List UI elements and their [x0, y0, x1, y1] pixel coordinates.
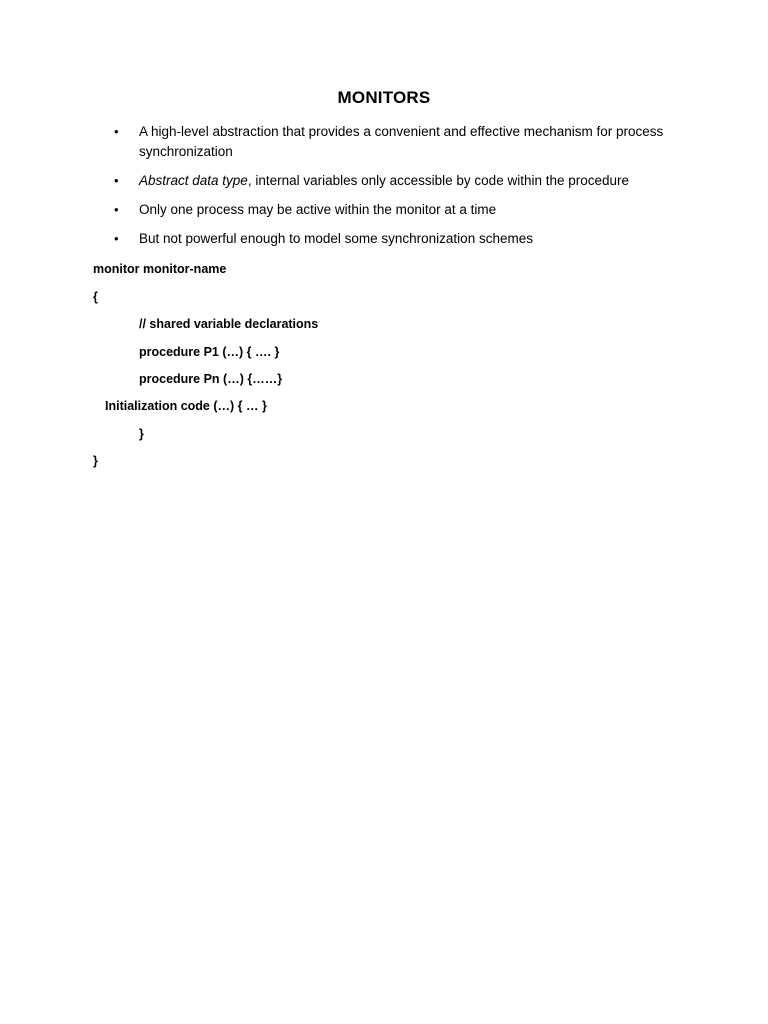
bullet-item	[0, 229, 679, 249]
bullet-item	[0, 122, 679, 162]
bullet-text: , internal variables only accessible by code within the procedure	[247, 173, 630, 188]
document-title: MONITORS	[337, 88, 431, 107]
bullet-icon: •	[114, 173, 119, 188]
bullet-emphasis: Abstract data type	[139, 173, 248, 188]
bullet-text: Only one process may be active within the monitor at a time	[139, 202, 497, 217]
bullet-text: A high-level abstraction that provides a convenient and effective mechanism for process synchronization	[139, 124, 664, 159]
code-inner-close-brace: }	[139, 427, 144, 441]
bullet-icon: •	[114, 124, 119, 139]
code-outer-close-brace: }	[93, 454, 98, 468]
code-procedure-pn: procedure Pn (…) {……}	[139, 372, 283, 386]
bullet-icon: •	[114, 202, 119, 217]
code-open-brace: {	[93, 290, 98, 304]
bullet-item	[0, 171, 679, 191]
code-monitor-header: monitor monitor-name	[93, 262, 227, 276]
bullet-text: But not powerful enough to model some synchronization schemes	[139, 231, 533, 246]
code-initialization: Initialization code (…) { … }	[105, 399, 267, 413]
bullet-list	[0, 122, 768, 258]
bullet-item	[0, 200, 679, 220]
code-procedure-p1: procedure P1 (…) { …. }	[139, 345, 280, 359]
bullet-icon: •	[114, 231, 119, 246]
code-comment: // shared variable declarations	[139, 317, 319, 331]
